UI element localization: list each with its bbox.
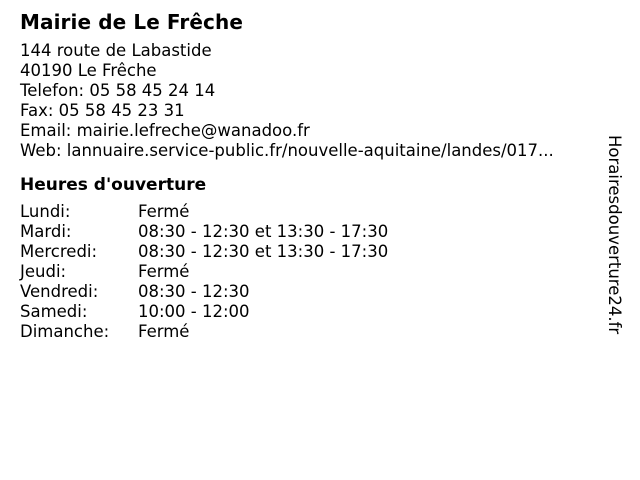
day-label: Vendredi:: [20, 282, 99, 301]
hours-row-tuesday: [20, 222, 600, 242]
day-hours: Fermé: [138, 202, 190, 221]
phone-text: Telefon: 05 58 45 24 14: [20, 81, 216, 100]
day-hours: Fermé: [138, 262, 190, 281]
hours-row-friday: [20, 282, 600, 302]
hours-row-thursday: [20, 262, 600, 282]
hours-row-wednesday: [20, 242, 600, 262]
hours-row-sunday: [20, 322, 600, 342]
fax-text: Fax: 05 58 45 23 31: [20, 101, 185, 120]
contact-block: [20, 41, 600, 161]
day-label: Mardi:: [20, 222, 72, 241]
page-title: Mairie de Le Frêche: [20, 10, 243, 34]
opening-hours-table: [20, 202, 600, 342]
address-line-2: 40190 Le Frêche: [20, 61, 157, 80]
address-line-1: 144 route de Labastide: [20, 41, 212, 60]
day-hours: 08:30 - 12:30 et 13:30 - 17:30: [138, 222, 389, 241]
day-label: Lundi:: [20, 202, 71, 221]
day-label: Samedi:: [20, 302, 88, 321]
day-hours: 08:30 - 12:30: [138, 282, 250, 301]
place-card: [20, 8, 600, 342]
hours-row-saturday: [20, 302, 600, 322]
watermark-text: Horairesdouverture24.fr: [605, 135, 624, 335]
day-label: Jeudi:: [20, 262, 67, 281]
email-text: Email: mairie.lefreche@wanadoo.fr: [20, 121, 310, 140]
day-hours: Fermé: [138, 322, 190, 341]
web-text: Web: lannuaire.service-public.fr/nouvelle-aquitaine/landes/017...: [20, 141, 554, 160]
day-label: Mercredi:: [20, 242, 98, 261]
hours-row-monday: [20, 202, 600, 222]
opening-hours-heading: Heures d'ouverture: [20, 175, 207, 195]
day-label: Dimanche:: [20, 322, 110, 341]
day-hours: 08:30 - 12:30 et 13:30 - 17:30: [138, 242, 389, 261]
day-hours: 10:00 - 12:00: [138, 302, 250, 321]
